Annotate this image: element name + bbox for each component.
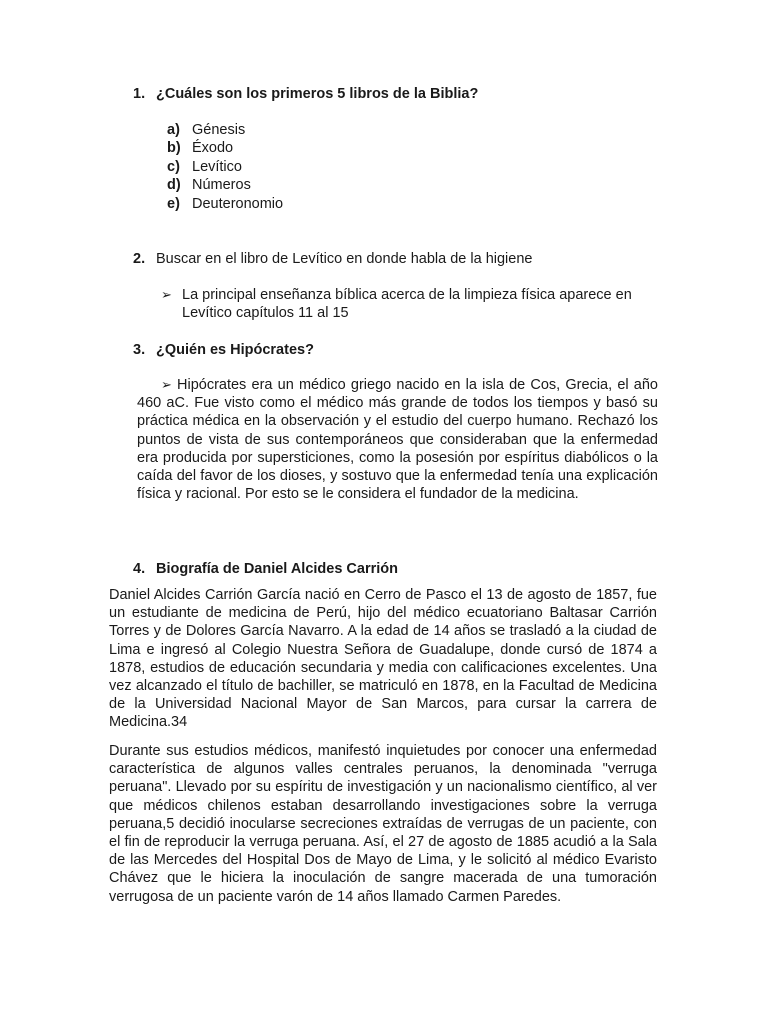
question-3-answer [137,376,658,503]
arrow-bullet-icon: ➢ [161,377,172,392]
option-text: Génesis [192,122,246,138]
option-letter: a) [167,122,180,138]
option-d [167,176,283,194]
option-a [167,121,283,139]
option-b [167,139,283,157]
option-letter: c) [167,158,180,175]
question-3-answer-text: Hipócrates era un médico griego nacido en la isla de Cos, Grecia, el año 460 aC. Fue visto como el médico más grande de todos los tiempos y basó su práctica médica en la observación y el estudio del cuerpo humano. Rechazó los puntos de vista de sus contemporáneos que consideraban que la enfermedad era producida por supersticiones, como la posesión por espíritus diabólicos o la caída del favor de los dioses, y sostuvo que la enfermedad tenía una explicación física y racional. Por esto se le considera el fundador de la medicina. [137,377,658,503]
option-letter: b) [167,140,181,157]
option-text: Números [192,177,251,194]
question-2-answer [161,286,661,322]
question-1-options [167,121,283,213]
option-text: Deuteronomio [192,195,284,212]
question-3-text: ¿Quién es Hipócrates? [156,342,314,358]
question-2-text: Buscar en el libro de Levítico en donde habla de la higiene [156,251,533,267]
question-4-text: Biografía de Daniel Alcides Carrión [156,561,398,577]
option-text: Levítico [192,158,242,175]
biography-paragraph-2: Durante sus estudios médicos, manifestó inquietudes por conocer una enfermedad característica de algunos valles centrales peruanos, la denominada "verruga peruana". Llevado por su espíritu de investigación y un nacionalismo científico, al ver que médicos chilenos estaban desarrollando investigaciones sobre la verruga peruana,5 decidió inocularse secreciones extraídas de verrugas de un paciente, con el fin de reproducir la verruga peruana. Así, el 27 de agosto de 1885 acudió a la Sala de las Mercedes del Hospital Dos de Mayo de Lima, y le solicitó al médico Evaristo Chávez que le hiciera la inoculación de sangre macerada de una tumoración verrugosa de un paciente varón de 14 años llamado Carmen Paredes. [109,743,657,905]
question-1 [133,85,478,103]
option-letter: e) [167,195,180,212]
question-1-number: 1. [133,86,146,102]
arrow-bullet-icon: ➢ [161,287,172,302]
option-text: Éxodo [192,140,234,157]
question-3-number: 3. [133,342,146,358]
question-3 [133,341,314,359]
biography-paragraph-1: Daniel Alcides Carrión García nació en Cerro de Pasco el 13 de agosto de 1857, fue un estudiante de medicina de Perú, hijo del médico ecuatoriano Baltasar Carrión Torres y de Dolores García Navarro. A la edad de 14 años se trasladó a la ciudad de Lima e ingresó al Colegio Nuestra Señora de Guadalupe, donde cursó de 1874 a 1878, estudios de educación secundaria y media con calificaciones excelentes. Una vez alcanzado el título de bachiller, se matriculó en 1878, en la Facultad de Medicina de la Universidad Nacional Mayor de San Marcos, para cursar la carrera de Medicina.34 [109,587,657,731]
option-e [167,195,283,213]
option-c [167,158,283,176]
question-2 [133,250,532,268]
question-2-number: 2. [133,251,146,267]
question-4 [133,560,398,578]
question-4-number: 4. [133,561,146,577]
option-letter: d) [167,177,181,194]
question-1-text: ¿Cuáles son los primeros 5 libros de la Biblia? [156,86,479,102]
question-2-answer-text: La principal enseñanza bíblica acerca de la limpieza física aparece en Levítico capítulos 11 al 15 [182,287,632,322]
